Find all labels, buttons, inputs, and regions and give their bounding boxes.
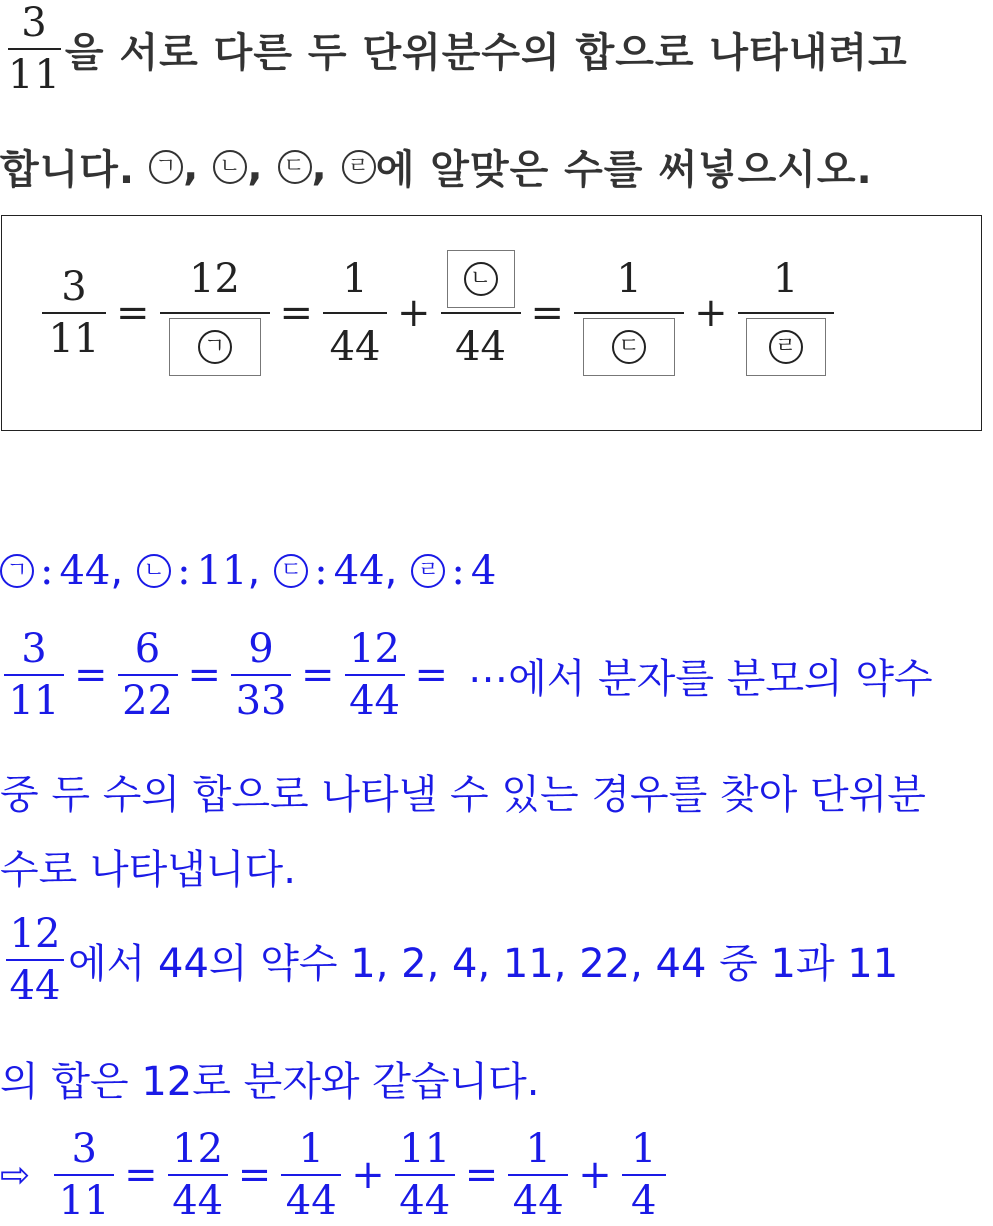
numerator: 12	[189, 256, 240, 302]
equals-sign: =	[237, 1152, 272, 1198]
fraction-blank-44	[441, 250, 521, 376]
denominator: 44	[9, 963, 61, 1009]
denominator: 44	[329, 324, 381, 370]
comma: ,	[384, 548, 398, 594]
answer-line-4: 수로 나타냅니다.	[0, 847, 296, 893]
numerator: 1	[772, 256, 799, 302]
numerator: 12	[172, 1126, 224, 1172]
marker-digeut: ㄷ	[612, 330, 646, 364]
comma: ,	[247, 548, 261, 594]
marker-rieul: ㄹ	[411, 554, 445, 588]
numerator: 3	[71, 1126, 97, 1172]
denominator: 4	[631, 1178, 657, 1224]
marker-digeut: ㄷ	[278, 150, 312, 184]
final-fraction	[54, 1128, 114, 1222]
answer-giyeok: 44	[59, 548, 111, 594]
question-text-1: 을 서로 다른 두 단위분수의 합으로 나타내려고	[64, 29, 908, 76]
question-line-1	[0, 2, 908, 96]
numerator: 11	[399, 1126, 451, 1172]
marker-rieul: ㄹ	[769, 330, 803, 364]
blank-digeut[interactable]	[583, 318, 675, 376]
answer-line-5	[0, 913, 898, 1007]
final-fraction	[508, 1128, 568, 1222]
fraction-12-44	[6, 913, 64, 1007]
colon: :	[40, 548, 54, 594]
comma: ,	[110, 548, 124, 594]
chain-tail-text: ⋯에서 분자를 분모의 약수	[468, 655, 933, 702]
denominator: 44	[285, 1178, 337, 1224]
blank-rieul[interactable]	[746, 318, 826, 376]
equals-sign: =	[74, 652, 108, 698]
fraction-3-11	[42, 266, 106, 360]
fraction-numerator: 3	[21, 0, 48, 46]
box-equation	[38, 250, 838, 376]
chain-fraction	[345, 628, 405, 722]
plus-sign: +	[397, 290, 431, 336]
final-fraction	[281, 1128, 341, 1222]
blank-nieun[interactable]	[447, 250, 515, 308]
colon: :	[451, 548, 465, 594]
answer-rieul: 4	[470, 548, 497, 594]
equals-sign: =	[414, 652, 449, 698]
marker-digeut: ㄷ	[274, 554, 308, 588]
marker-nieun: ㄴ	[464, 262, 498, 296]
chain-fraction	[231, 628, 291, 722]
comma: ,	[183, 143, 200, 190]
equals-sign: =	[279, 290, 314, 336]
colon: :	[177, 548, 191, 594]
denominator: 44	[172, 1178, 224, 1224]
numerator: 1	[525, 1126, 551, 1172]
fraction-1-blank-d	[574, 250, 684, 376]
equals-sign: =	[301, 652, 335, 698]
equals-sign: =	[124, 1152, 158, 1198]
denominator: 11	[48, 316, 100, 362]
numerator: 1	[342, 256, 368, 302]
answer-digeut: 44	[333, 548, 385, 594]
question-text-2b: 에 알맞은 수를 써넣으시오.	[375, 147, 873, 193]
chain-fraction	[118, 628, 178, 722]
equals-sign: =	[464, 1152, 499, 1198]
denominator: 11	[8, 678, 60, 724]
answer-values	[0, 548, 496, 594]
question-line-2	[0, 138, 873, 195]
final-fraction	[395, 1128, 455, 1222]
numerator: 1	[631, 1126, 657, 1172]
right-arrow-icon: ⇨	[0, 1154, 31, 1196]
final-fraction	[622, 1128, 666, 1222]
chain-fraction	[4, 628, 64, 722]
numerator: 3	[61, 264, 87, 310]
marker-nieun: ㄴ	[137, 554, 171, 588]
answer-nieun: 11	[196, 548, 248, 594]
fraction-chain	[0, 628, 933, 722]
colon: :	[314, 548, 328, 594]
fraction-1-44	[323, 250, 387, 376]
denominator: 44	[399, 1178, 451, 1224]
numerator: 9	[248, 626, 274, 672]
equals-sign: =	[530, 290, 565, 336]
plus-sign: +	[694, 290, 728, 336]
denominator: 44	[349, 678, 400, 724]
numerator: 1	[298, 1126, 324, 1172]
denominator: 11	[58, 1178, 110, 1224]
denominator: 44	[455, 324, 506, 370]
comma: ,	[247, 143, 264, 190]
marker-giyeok: ㄱ	[0, 554, 34, 588]
final-equation	[0, 1128, 670, 1222]
plus-sign: +	[351, 1152, 385, 1198]
fraction-denominator: 11	[8, 52, 61, 98]
question-text-2a: 합니다.	[0, 147, 136, 193]
marker-nieun: ㄴ	[213, 150, 247, 184]
answer-line-5-text: 에서 44의 약수 1, 2, 4, 11, 22, 44 중 1과 11	[68, 940, 899, 987]
answer-line-3: 중 두 수의 합으로 나타낼 수 있는 경우를 찾아 단위분	[0, 772, 926, 818]
equals-sign: =	[187, 652, 222, 698]
numerator: 12	[349, 626, 400, 672]
plus-sign: +	[578, 1152, 612, 1198]
fraction-1-blank-r	[738, 250, 834, 376]
blank-giyeok[interactable]	[169, 318, 261, 376]
marker-giyeok: ㄱ	[149, 150, 183, 184]
numerator: 3	[21, 626, 47, 672]
lead-fraction	[8, 2, 61, 96]
marker-rieul: ㄹ	[342, 150, 376, 184]
marker-giyeok: ㄱ	[198, 330, 232, 364]
denominator: 44	[512, 1178, 564, 1224]
equals-sign: =	[116, 290, 150, 336]
denominator: 22	[122, 678, 173, 724]
answer-line-6: 의 합은 12로 분자와 같습니다.	[0, 1059, 540, 1105]
denominator: 33	[235, 678, 287, 724]
numerator: 1	[616, 256, 642, 302]
comma: ,	[311, 143, 328, 190]
final-fraction	[168, 1128, 228, 1222]
numerator: 6	[134, 626, 161, 672]
numerator: 12	[9, 911, 61, 957]
fraction-12-blank	[160, 250, 270, 376]
